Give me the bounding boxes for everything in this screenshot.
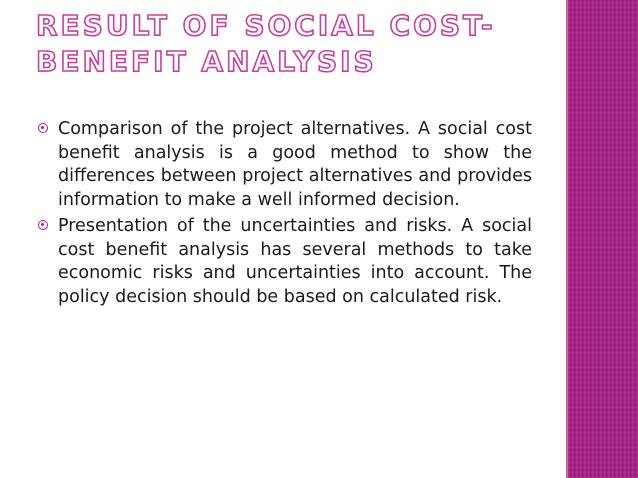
bullet-text: Comparison of the project alternatives. A social cost benefit analysis is a good method to show the differences between project alternatives and provides information to make a well informed decision.: [58, 119, 532, 210]
circle-bullet-icon: [38, 220, 48, 230]
bullet-text: Presentation of the uncertainties and risks. A social cost benefit analysis has several methods to take economic risks and uncertainties into account. The policy decision should be based on calculated risk.: [58, 216, 532, 307]
bullet-list: [38, 118, 532, 312]
decorative-side-band: [568, 0, 638, 478]
bullet-item: [38, 215, 532, 309]
bullet-item: [38, 118, 532, 212]
slide-title: RESULT OF SOCIAL COST- BENEFIT ANALYSIS: [36, 9, 496, 78]
circle-bullet-icon: [38, 123, 48, 133]
